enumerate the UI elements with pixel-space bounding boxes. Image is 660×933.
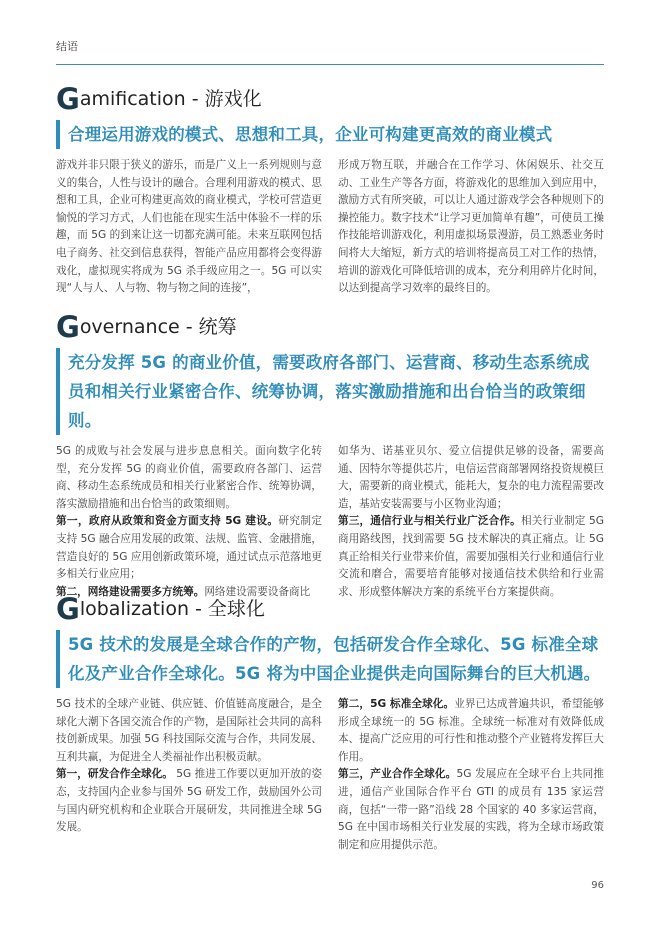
paragraph: 第一，政府从政策和资金方面支持 5G 建设。研究制定支持 5G 融合应用发展的政策、法规、监管、金融措施，营造良好的 5G 应用创新政策环境，通过试点示范落地更多相关行业应用； [56, 515, 323, 581]
body-columns [56, 696, 604, 854]
title-initial: G [56, 592, 80, 626]
title-rest: lobalization - 全球化 [79, 598, 265, 620]
paragraph: 第三，产业合作全球化。5G 发展应在全球平台上共同推进，通信产业国际合作平台 GTI 的成员有 135 家运营商，包括“一带一路”沿线 28 个国家的 40 多家运营商，5G 在中国市场相关行业发展的实践，将为全球市场政策制定和应用提供示范。 [338, 768, 604, 851]
title-initial: G [56, 310, 80, 344]
section-governance [56, 312, 604, 601]
title-initial: G [56, 82, 80, 116]
title-rest: amification - 游戏化 [79, 88, 262, 110]
section-gamification [56, 84, 604, 298]
highlight-statement: 充分发挥 5G 的商业价值，需要政府各部门、运营商、移动生态系统成员和相关行业紧密合作、统筹协调，落实激励措施和出台恰当的政策细则。 [56, 348, 604, 435]
paragraph: 游戏并非只限于狭义的游乐，而是广义上一系列规则与意义的集合，人性与设计的融合。合理利用游戏的模式、思想和工具，企业可构建更高效的商业模式，学校可营造更愉悦的学习方式，人们也能在现实生活中体验不一样的乐趣，而 5G 的到来让这一切都充满可能。未来互联网包括电子商务、社交到信息获得，智能产品应用都将会变得游戏化，虚拟现实将成为 5G 杀手级应用之一。5G 可以实现“人与人、人与物、物与物之间的连接”， [56, 159, 322, 295]
body-columns [56, 443, 604, 601]
left-column [56, 157, 322, 298]
highlight-statement: 合理运用游戏的模式、思想和工具，企业可构建更高效的商业模式 [56, 120, 604, 149]
highlight-statement: 5G 技术的发展是全球合作的产物，包括研发合作全球化、5G 标准全球化及产业合作全球化。5G 将为中国企业提供走向国际舞台的巨大机遇。 [56, 630, 604, 688]
section-title [56, 594, 604, 624]
body-columns [56, 157, 604, 298]
right-column [338, 443, 604, 601]
section-title [56, 84, 604, 114]
paragraph: 如华为、诺基亚贝尔、爱立信提供足够的设备，需要高通、因特尔等提供芯片，电信运营商部署网络投资规模巨大，需要新的商业模式，能耗大，复杂的电力流程需要改造，基站安装需要与小区物业沟通； [338, 445, 604, 510]
title-rest: overnance - 统筹 [79, 316, 237, 338]
paragraph: 5G 技术的全球产业链、供应链、价值链高度融合，是全球化大潮下各国交流合作的产物，是国际社会共同的高科技创新成果。加强 5G 科技国际交流与合作，共同发展、互利共赢，为促进全人类福祉作出积极贡献。 [56, 698, 322, 763]
section-globalization [56, 594, 604, 854]
paragraph: 第二，5G 标准全球化。业界已达成普遍共识，希望能够形成全球统一的 5G 标准。全球统一标准对有效降低成本、提高广泛应用的可行性和推动整个产业链将发挥巨大作用。 [338, 698, 604, 763]
section-title [56, 312, 604, 342]
left-column [56, 696, 322, 854]
left-column [56, 443, 322, 601]
paragraph: 第一，研发合作全球化。 5G 推进工作要以更加开放的姿态，支持国内企业参与国外 5G 研发工作，鼓励国外公司与国内研究机构和企业联合开展研发，共同推进全球 5G 发展。 [56, 768, 323, 834]
right-column [338, 157, 604, 298]
paragraph: 第二，网络建设需要多方统筹。网络建设需要设备商比 [56, 585, 311, 598]
page-number: 96 [591, 880, 604, 891]
paragraph: 5G 的成败与社会发展与进步息息相关。面向数字化转型，充分发挥 5G 的商业价值，需要政府各部门、运营商、移动生态系统成员和相关行业紧密合作、统筹协调，落实激励措施和出台恰当的政策细则。 [56, 445, 322, 510]
paragraph: 形成万物互联，并融合在工作学习、休闲娱乐、社交互动、工业生产等各方面，将游戏化的思维加入到应用中，激励方式有所突破，可以让人通过游戏学会各种规则下的操控能力。数字技术“让学习更加简单有趣”，可使员工操作技能培训游戏化，利用虚拟场景漫游，员工熟悉业务时间将大大缩短，新方式的培训将提高员工对工作的热情，培训的游戏化可降低培训的成本，充分利用碎片化时间，以达到提高学习效率的最终目的。 [338, 159, 604, 295]
running-header: 结语 [56, 40, 78, 53]
header-rule [56, 64, 604, 65]
paragraph: 第三，通信行业与相关行业广泛合作。相关行业制定 5G 商用路线图，找到需要 5G 技术解决的真正痛点。让 5G 真正给相关行业带来价值，需要加强相关行业和通信行业交流和磨合，需要培育能够对接通信技术供给和行业需求、形成整体解决方案的系统平台方案提供商。 [338, 515, 604, 598]
right-column [338, 696, 604, 854]
